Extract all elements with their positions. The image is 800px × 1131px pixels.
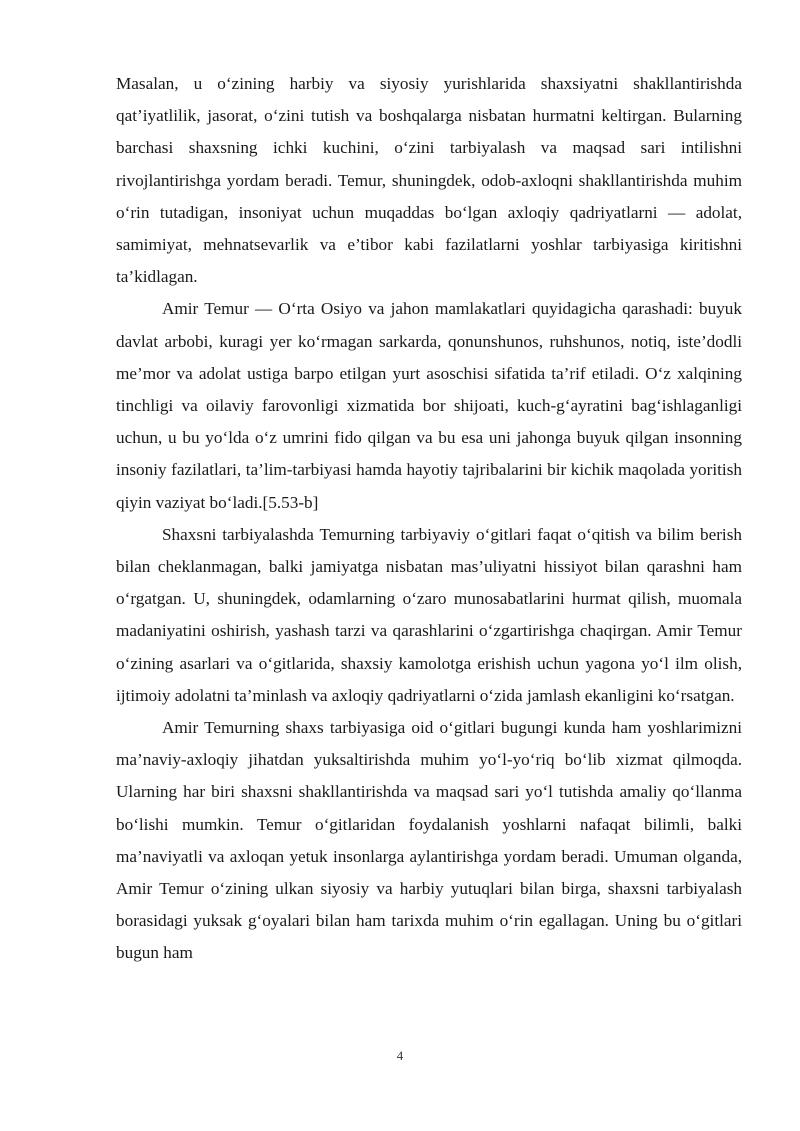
paragraph-3: Shaxsni tarbiyalashda Temurning tarbiyaviy o‘gitlari faqat o‘qitish va bilim berish bilan cheklanmagan, balki jamiyatga nisbatan mas’uliyatni hissiyot bilan qarashni ham o‘rgatgan. U, shuningdek, odamlarning o‘zaro munosabatlarini hurmat qilish, muomala madaniyatini oshirish, yashash tarzi va qarashlarini o‘zgartirishga chaqirgan. Amir Temur o‘zining asarlari va o‘gitlarida, shaxsiy kamolotga erishish uchun yagona yo‘l ilm olish, ijtimoiy adolatni ta’minlash va axloqiy qadriyatlarni o‘zida jamlash ekanligini ko‘rsatgan. (116, 524, 742, 705)
paragraph-4: Amir Temurning shaxs tarbiyasiga oid o‘gitlari bugungi kunda ham yoshlarimizni ma’naviy-axloqiy jihatdan yuksaltirishda muhim yo‘l-yo‘riq bo‘lib xizmat qilmoqda. Ularning har biri shaxsni shakllantirishda va maqsad sari yo‘l tutishda amaliy qo‘llanma bo‘lishi mumkin. Temur o‘gitlaridan foydalanish yoshlarni nafaqat bilimli, balki ma’naviyatli va axloqan yetuk insonlarga aylantirishga yordam beradi. Umuman olganda, Amir Temur o‘zining ulkan siyosiy va harbiy yutuqlari bilan birga, shaxsni tarbiyalash borasidagi yuksak g‘oyalari bilan ham tarixda muhim o‘rin egallagan. Uning bu o‘gitlari bugun ham (116, 718, 742, 963)
paragraph-2: Amir Temur — O‘rta Osiyo va jahon mamlakatlari quyidagicha qarashadi: buyuk davlat arbobi, kuragi yer ko‘rmagan sarkarda, qonunshunos, ruhshunos, notiq, iste’dodli me’mor va adolat ustiga barpo etilgan yurt asoschisi sifatida ta’rif etiladi. O‘z xalqining tinchligi va oilaviy farovonligi xizmatida bor shijoati, kuch-g‘ayratini bag‘ishlaganligi uchun, u bu yo‘lda o‘z umrini fido qilgan va bu esa uni jahonga buyuk qilgan insonning insoniy fazilatlari, ta’lim-tarbiyasi hamda hayotiy tajribalarini bir kichik maqolada yoritish qiyin vaziyat bo‘ladi.[5.53-b] (116, 299, 742, 512)
document-body (116, 68, 742, 970)
page-number: 4 (396, 1048, 404, 1063)
paragraph-1: Masalan, u o‘zining harbiy va siyosiy yurishlarida shaxsiyatni shakllantirishda qat’iyatlilik, jasorat, o‘zini tutish va boshqalarga nisbatan hurmatni keltirgan. Bularning barchasi shaxsning ichki kuchini, o‘zini tarbiyalash va maqsad sari intilishni rivojlantirishga yordam beradi. Temur, shuningdek, odob-axloqni shakllantirishda muhim o‘rin tutadigan, insoniyat uchun muqaddas bo‘lgan axloqiy qadriyatlarni — adolat, samimiyat, mehnatsevarlik va e’tibor kabi fazilatlarni yoshlar tarbiyasiga kiritishni ta’kidlagan. (116, 74, 742, 287)
